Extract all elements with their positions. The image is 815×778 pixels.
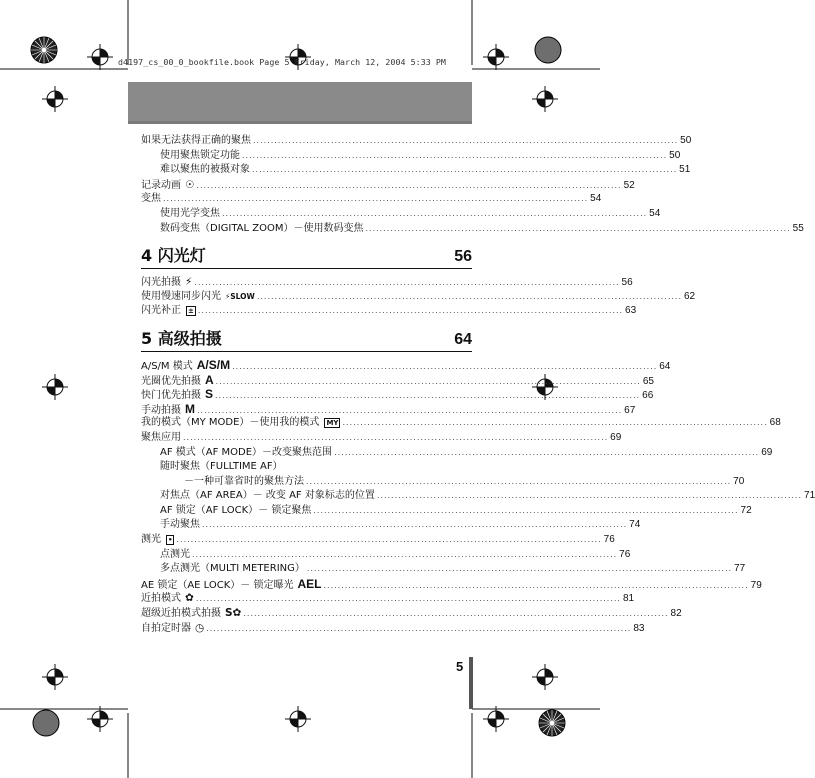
my-mode-icon: MY <box>326 419 339 428</box>
self-timer-icon: ◷ <box>195 621 205 634</box>
page-number: 5 <box>456 659 464 674</box>
toc-entry: 手动拍摄 M ........................................................................................................................ 67 <box>141 401 636 416</box>
toc-entry: 测光 • ........................................................................................................................ 76 <box>141 534 615 546</box>
toc-entry: 记录动画 ☉ ........................................................................................................................ 52 <box>141 178 635 191</box>
toc-entry: A/S/M 模式 A/S/M ........................................................................................................................ 64 <box>141 357 671 372</box>
page-number-bar <box>469 657 473 709</box>
header-band <box>128 82 472 121</box>
aperture-priority-icon: A <box>205 372 214 387</box>
toc-entry: 自拍定时器 ◷ ........................................................................................................................ 83 <box>141 621 645 634</box>
toc-entry: 难以聚焦的被摄对象 ........................................................................................................................ 51 <box>160 164 691 176</box>
toc-entry: 我的模式（MY MODE）－使用我的模式 MY ........................................................................................................................ 68 <box>141 417 781 429</box>
toc-entry: 对焦点（AF AREA）－ 改变 AF 对象标志的位置 ........................................................................................................................ 71 <box>160 490 815 502</box>
toc-entry: 聚焦应用 ........................................................................................................................ 69 <box>141 431 622 443</box>
toc-entry: 光圈优先拍摄 A ........................................................................................................................ 65 <box>141 372 654 387</box>
asm-mode-icon: A/S/M <box>196 357 231 372</box>
chapter-heading: 5 高级拍摄 64 <box>141 326 472 352</box>
toc-entry: AF 模式（AF MODE）－改变聚焦范围 ........................................................................................................................ 69 <box>160 446 773 458</box>
toc-entry: －一种可靠省时的聚焦方法 ........................................................................................................................ 70 <box>184 475 745 487</box>
toc-entry: 使用聚焦锁定功能 ........................................................................................................................ 50 <box>160 149 681 161</box>
movie-icon: ☉ <box>185 178 195 191</box>
macro-icon: ✿ <box>185 592 194 605</box>
toc-entry: 使用光学变焦 ........................................................................................................................ 54 <box>160 207 661 219</box>
toc-entry: 数码变焦（DIGITAL ZOOM）－使用数码变焦 ........................................................................................................................ 55 <box>160 222 804 234</box>
spot-metering-icon: • <box>168 536 173 545</box>
toc-entry: 手动聚焦 ........................................................................................................................ 74 <box>160 519 641 531</box>
table-of-contents <box>141 134 815 635</box>
toc-entry: 变焦 ........................................................................................................................ 54 <box>141 193 602 205</box>
slow-flash-icon: ⚡SLOW <box>225 291 255 301</box>
toc-entry: 如果无法获得正确的聚焦 ........................................................................................................................ 50 <box>141 135 692 146</box>
toc-entry: 近拍模式 ✿ ........................................................................................................................ 81 <box>141 592 635 605</box>
print-job-header: d4197_cs_00_0_bookfile.book Page 5 Friday, March 12, 2004 5:33 PM <box>118 57 446 67</box>
ae-lock-icon: AEL <box>297 576 322 591</box>
toc-entry: AF 锁定（AF LOCK）－ 锁定聚焦 ........................................................................................................................ 72 <box>160 504 752 516</box>
toc-entry: 闪光拍摄 ⚡ ........................................................................................................................ 56 <box>141 276 633 289</box>
toc-entry: AE 锁定（AE LOCK）－ 锁定曝光 AEL ........................................................................................................................ 79 <box>141 576 762 591</box>
flash-icon: ⚡ <box>185 276 193 289</box>
toc-entry: 随时聚焦（FULLTIME AF） <box>160 461 283 473</box>
chapter-heading: 4 闪光灯 56 <box>141 243 472 269</box>
toc-entry: 点测光 ........................................................................................................................ 76 <box>160 548 631 560</box>
flash-compensation-icon: ± <box>188 307 194 316</box>
super-macro-icon: S✿ <box>225 607 242 620</box>
toc-entry: 超级近拍模式拍摄 S✿ ........................................................................................................................ 82 <box>141 607 682 620</box>
manual-mode-icon: M <box>185 401 195 416</box>
toc-entry: 快门优先拍摄 S ........................................................................................................................ 66 <box>141 387 654 402</box>
toc-entry: 多点测光（MULTI METERING） ........................................................................................................................ 77 <box>160 563 746 575</box>
toc-entry: 使用慢速同步闪光 ⚡SLOW ........................................................................................................................ 62 <box>141 290 472 305</box>
header-rule <box>128 121 472 124</box>
shutter-priority-icon: S <box>205 387 214 402</box>
toc-entry: 闪光补正 ± ........................................................................................................................ 63 <box>141 305 637 317</box>
